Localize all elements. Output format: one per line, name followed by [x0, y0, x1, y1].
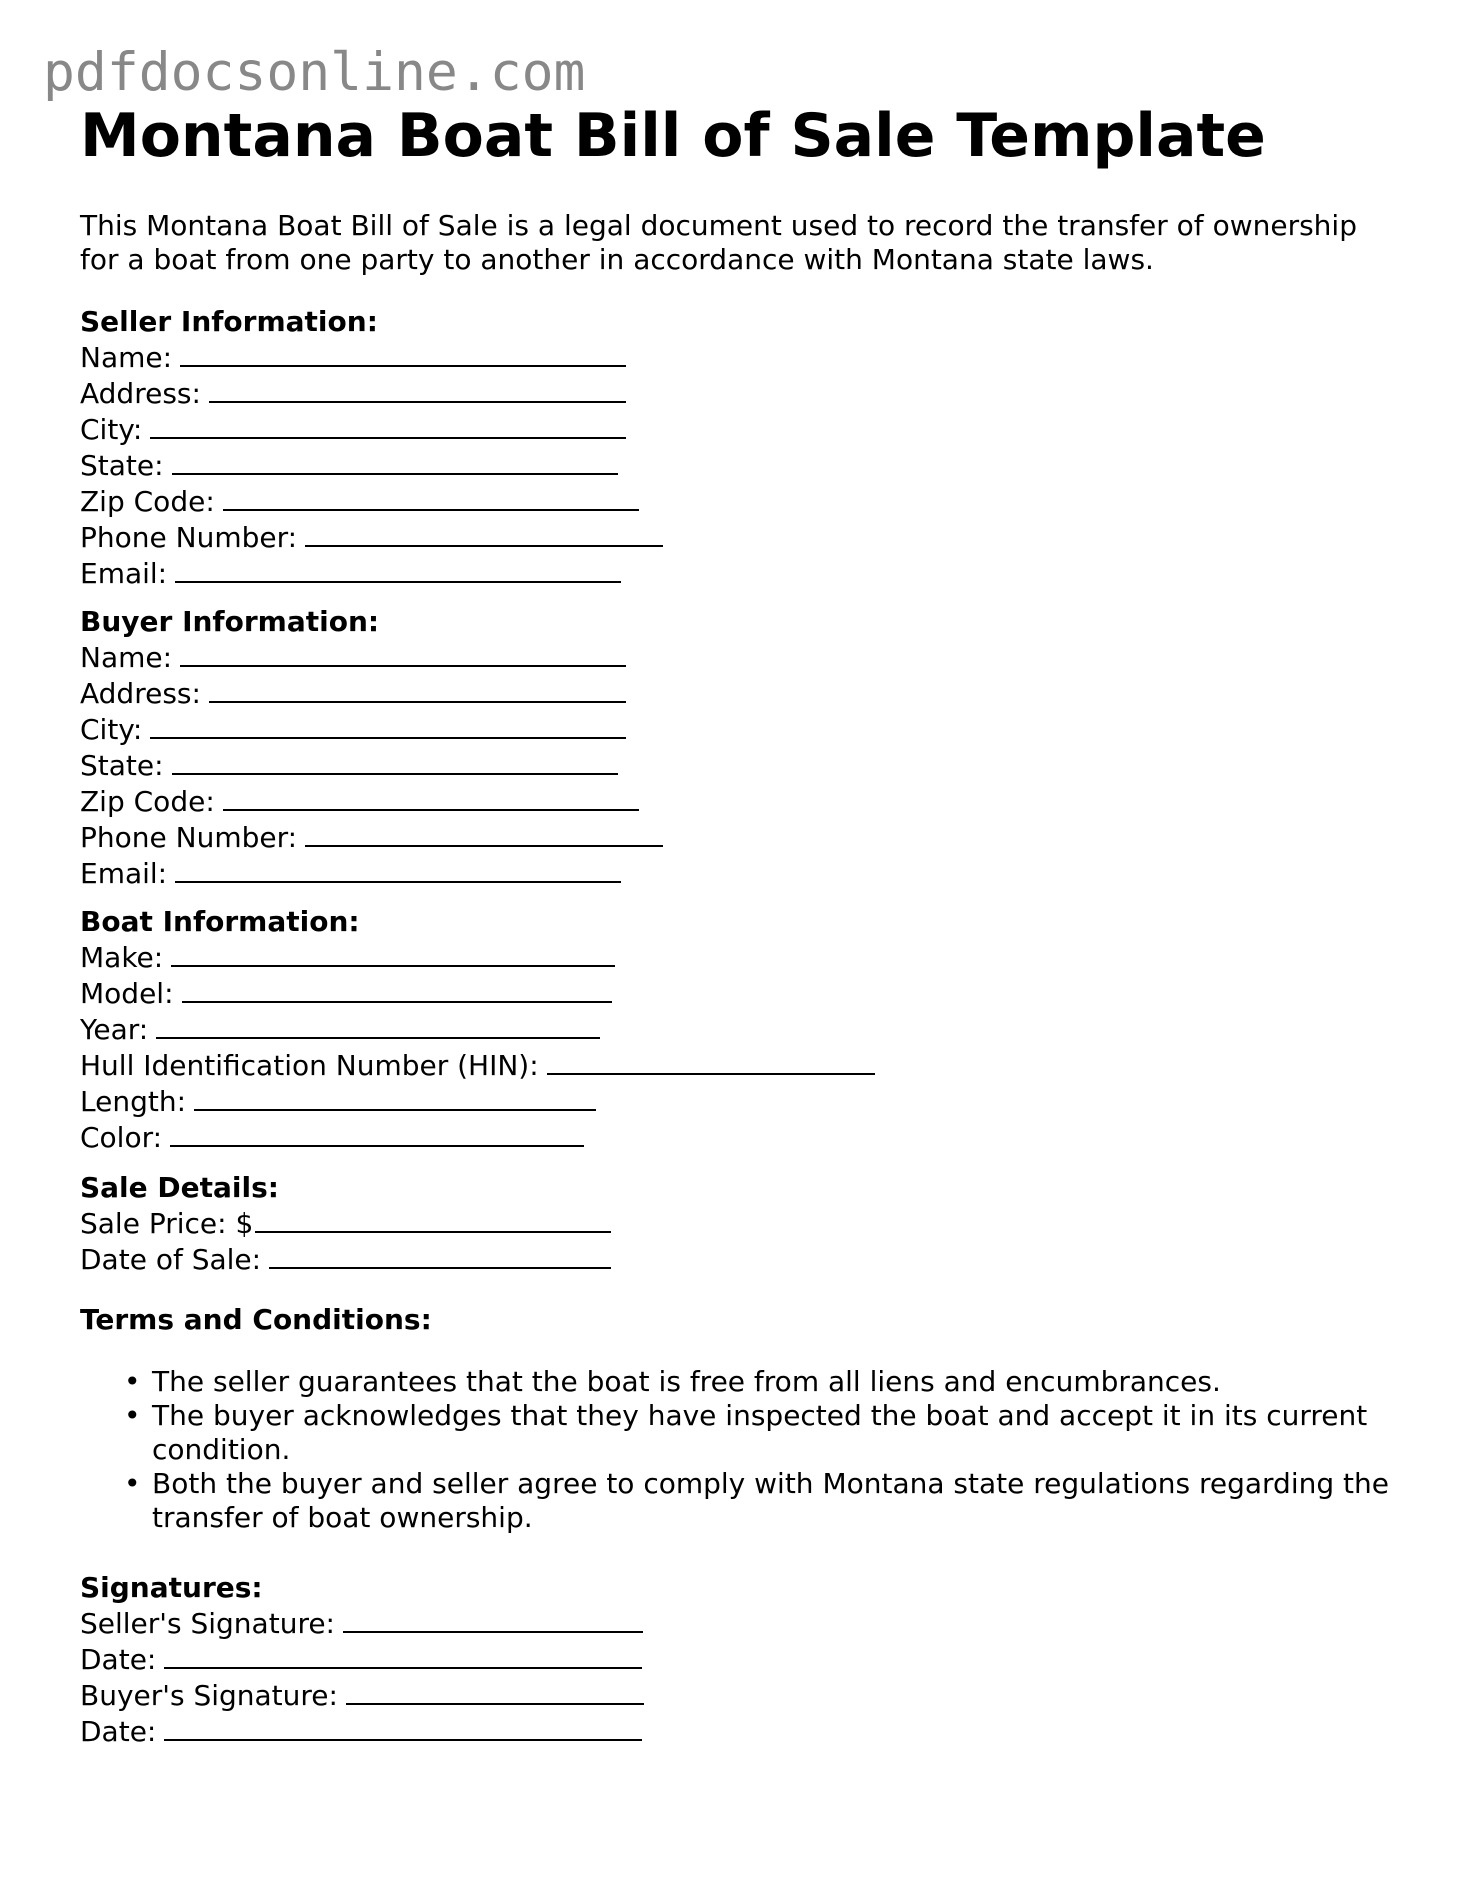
- buyer-phone-field: [80, 819, 663, 855]
- field-label: Make:: [80, 941, 164, 974]
- boat-model-line[interactable]: [182, 975, 612, 1003]
- bullet-icon: •: [124, 1399, 141, 1432]
- field-label: Date:: [80, 1643, 157, 1676]
- field-label: Zip Code:: [80, 785, 215, 818]
- buyer-state-line[interactable]: [172, 747, 618, 775]
- seller-zip-line[interactable]: [223, 483, 639, 511]
- seller-phone-line[interactable]: [305, 519, 663, 547]
- boat-section: [80, 905, 875, 1155]
- watermark: pdfdocsonline.com: [43, 42, 586, 103]
- bullet-icon: •: [124, 1365, 141, 1398]
- signatures-heading: Signatures:: [80, 1571, 263, 1604]
- sale-section: [80, 1171, 611, 1277]
- seller-heading: Seller Information:: [80, 305, 378, 338]
- boat-color-field: [80, 1119, 875, 1155]
- field-label: Name:: [80, 341, 173, 374]
- boat-hin-line[interactable]: [547, 1047, 875, 1075]
- boat-year-line[interactable]: [156, 1011, 600, 1039]
- seller-date-line[interactable]: [164, 1641, 642, 1669]
- terms-list: [80, 1365, 1442, 1535]
- seller-email-line[interactable]: [175, 555, 621, 583]
- field-label: Name:: [80, 641, 173, 674]
- seller-name-field: [80, 339, 663, 375]
- boat-length-field: [80, 1083, 875, 1119]
- sale-price-line[interactable]: [255, 1205, 611, 1233]
- field-label: Address:: [80, 677, 201, 710]
- field-label: Hull Identification Number (HIN):: [80, 1049, 539, 1082]
- buyer-heading: Buyer Information:: [80, 605, 380, 638]
- boat-color-line[interactable]: [170, 1119, 584, 1147]
- terms-section: [80, 1303, 1442, 1535]
- boat-year-field: [80, 1011, 875, 1047]
- field-label: Phone Number:: [80, 821, 298, 854]
- signatures-section: [80, 1571, 644, 1749]
- bullet-icon: •: [124, 1467, 141, 1500]
- buyer-name-field: [80, 639, 663, 675]
- seller-date-field: [80, 1641, 644, 1677]
- seller-address-field: [80, 375, 663, 411]
- field-label: Year:: [80, 1013, 149, 1046]
- seller-city-line[interactable]: [150, 411, 626, 439]
- field-label: Color:: [80, 1121, 163, 1154]
- buyer-city-line[interactable]: [150, 711, 626, 739]
- term-text: The seller guarantees that the boat is free from all liens and encumbrances.: [152, 1365, 1221, 1398]
- field-label: Email:: [80, 857, 168, 890]
- buyer-email-field: [80, 855, 663, 891]
- buyer-phone-line[interactable]: [305, 819, 663, 847]
- buyer-city-field: [80, 711, 663, 747]
- boat-length-line[interactable]: [194, 1083, 596, 1111]
- field-label: City:: [80, 413, 143, 446]
- field-label: Address:: [80, 377, 201, 410]
- seller-zip-field: [80, 483, 663, 519]
- seller-address-line[interactable]: [209, 375, 626, 403]
- field-label: Length:: [80, 1085, 187, 1118]
- sale-heading: Sale Details:: [80, 1171, 279, 1204]
- buyer-state-field: [80, 747, 663, 783]
- seller-state-line[interactable]: [172, 447, 618, 475]
- buyer-email-line[interactable]: [175, 855, 621, 883]
- field-label: Model:: [80, 977, 174, 1010]
- field-label: Date of Sale:: [80, 1243, 262, 1276]
- seller-signature-line[interactable]: [343, 1605, 643, 1633]
- seller-signature-field: [80, 1605, 644, 1641]
- field-label: Email:: [80, 557, 168, 590]
- term-text: Both the buyer and seller agree to comply with Montana state regulations regarding the transfer of boat ownership.: [152, 1467, 1389, 1534]
- field-label: Date:: [80, 1715, 157, 1748]
- sale-price-field: [80, 1205, 611, 1241]
- sale-date-field: [80, 1241, 611, 1277]
- seller-state-field: [80, 447, 663, 483]
- buyer-date-line[interactable]: [164, 1713, 642, 1741]
- boat-make-field: [80, 939, 875, 975]
- buyer-signature-field: [80, 1677, 644, 1713]
- field-label: Zip Code:: [80, 485, 215, 518]
- field-label: Seller's Signature:: [80, 1607, 335, 1640]
- buyer-address-line[interactable]: [209, 675, 626, 703]
- boat-make-line[interactable]: [171, 939, 615, 967]
- term-text: The buyer acknowledges that they have inspected the boat and accept it in its current condition.: [152, 1399, 1368, 1466]
- field-label: State:: [80, 449, 164, 482]
- buyer-section: [80, 605, 663, 891]
- list-item: [80, 1399, 1442, 1467]
- boat-hin-field: [80, 1047, 875, 1083]
- list-item: [80, 1365, 1442, 1399]
- field-label: Buyer's Signature:: [80, 1679, 338, 1712]
- sale-date-line[interactable]: [269, 1241, 611, 1269]
- seller-city-field: [80, 411, 663, 447]
- field-label: State:: [80, 749, 164, 782]
- buyer-address-field: [80, 675, 663, 711]
- buyer-date-field: [80, 1713, 644, 1749]
- boat-model-field: [80, 975, 875, 1011]
- field-label: Sale Price: $: [80, 1207, 254, 1240]
- buyer-zip-line[interactable]: [223, 783, 639, 811]
- seller-email-field: [80, 555, 663, 591]
- terms-heading: Terms and Conditions:: [80, 1303, 432, 1336]
- buyer-name-line[interactable]: [180, 639, 626, 667]
- boat-heading: Boat Information:: [80, 905, 360, 938]
- seller-name-line[interactable]: [180, 339, 626, 367]
- seller-section: [80, 305, 663, 591]
- field-label: Phone Number:: [80, 521, 298, 554]
- intro-paragraph: This Montana Boat Bill of Sale is a legal document used to record the transfer of ownership for a boat from one party to another in accordance with Montana state laws.: [80, 209, 1357, 276]
- page-title: Montana Boat Bill of Sale Template: [80, 101, 1266, 171]
- list-item: [80, 1467, 1442, 1535]
- field-label: City:: [80, 713, 143, 746]
- buyer-zip-field: [80, 783, 663, 819]
- buyer-signature-line[interactable]: [346, 1677, 644, 1705]
- seller-phone-field: [80, 519, 663, 555]
